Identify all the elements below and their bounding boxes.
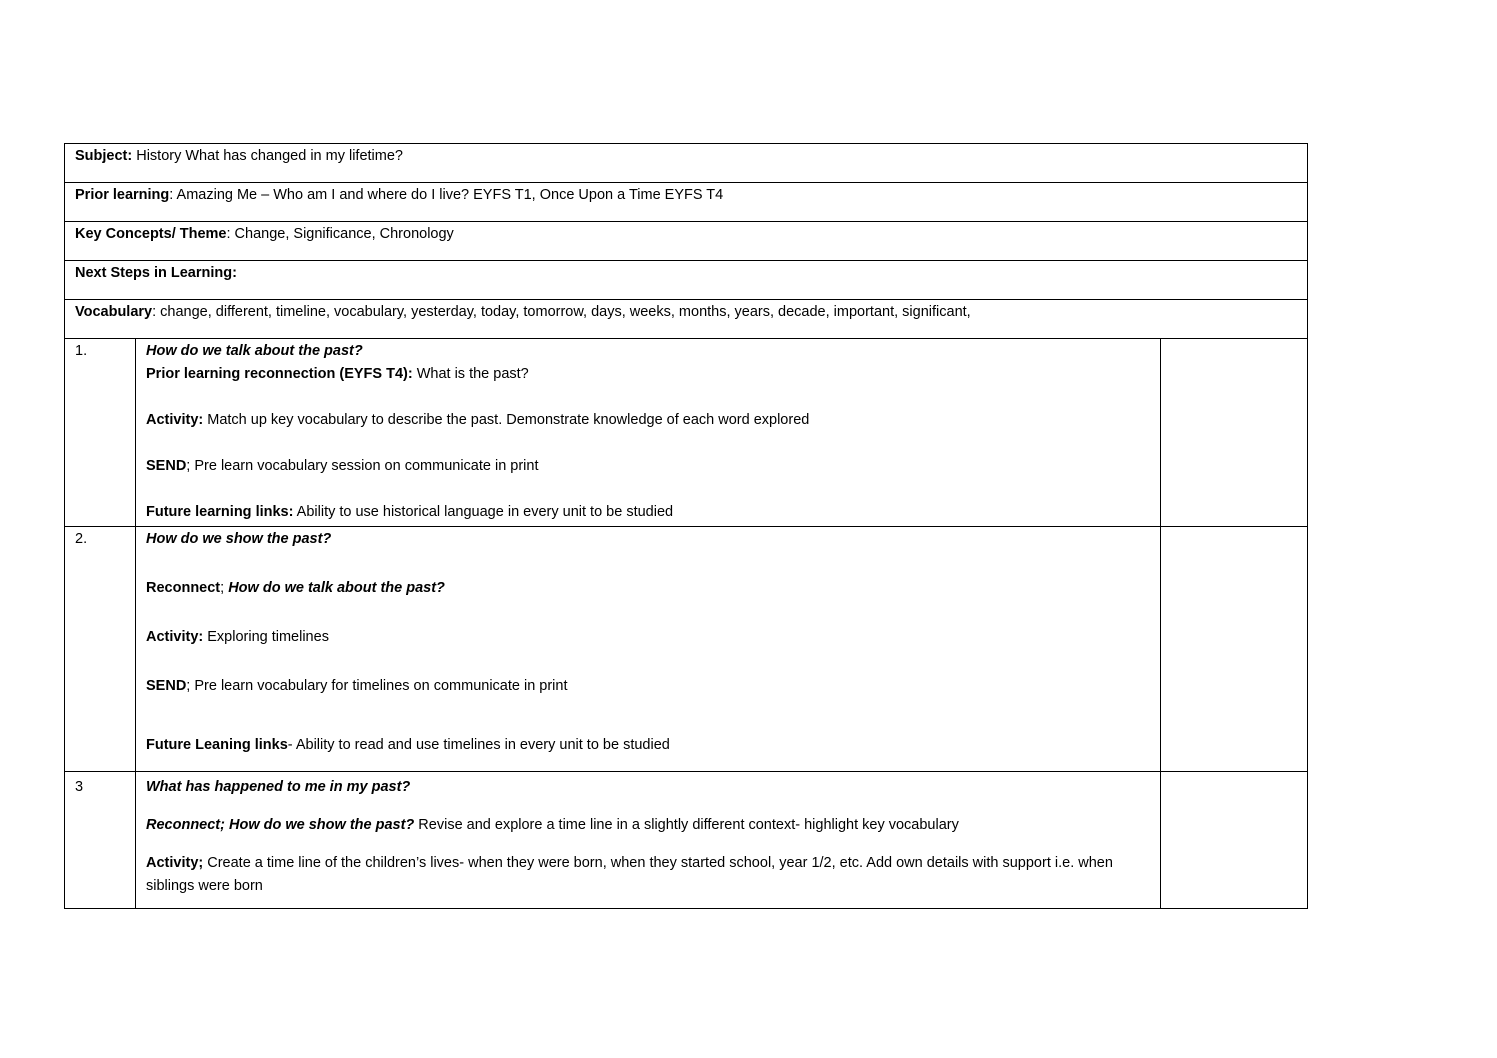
notes-cell	[1161, 527, 1308, 772]
reconnect-label: Reconnect	[146, 580, 221, 596]
notes-cell	[1161, 772, 1308, 909]
lesson-question: How do we show the past?	[146, 531, 332, 547]
reconnect-value: What is the past?	[412, 366, 529, 382]
future-links-value: - Ability to read and use timelines in every unit to be studied	[287, 737, 670, 753]
prior-learning-value: : Amazing Me – Who am I and where do I live? EYFS T1, Once Upon a Time EYFS T4	[169, 187, 724, 203]
reconnect-value: Revise and explore a time line in a slightly different context- highlight key vocabulary	[414, 817, 959, 833]
activity-label: Activity;	[146, 855, 204, 871]
prior-learning-cell	[65, 183, 1308, 222]
key-concepts-value: : Change, Significance, Chronology	[226, 226, 454, 242]
vocabulary-value: : change, different, timeline, vocabulary, yesterday, today, tomorrow, days, weeks, months, years, decade, important, significant,	[152, 304, 971, 320]
send-value: ; Pre learn vocabulary session on communicate in print	[186, 458, 539, 474]
reconnect-label: Prior learning reconnection (EYFS T4):	[146, 366, 413, 382]
subject-value: History What has changed in my lifetime?	[132, 148, 403, 164]
lesson-question: How do we talk about the past?	[146, 343, 363, 359]
vocabulary-label: Vocabulary	[75, 304, 153, 320]
next-steps-cell	[65, 261, 1308, 300]
future-links-label: Future Leaning links	[146, 737, 288, 753]
lesson-row-1	[65, 339, 1308, 527]
lesson-content	[136, 527, 1161, 772]
subject-label: Subject:	[75, 148, 133, 164]
key-concepts-label: Key Concepts/ Theme	[75, 226, 227, 242]
send-value: ; Pre learn vocabulary for timelines on communicate in print	[186, 678, 568, 694]
key-concepts-row	[65, 222, 1308, 261]
lesson-number: 2.	[65, 527, 136, 772]
reconnect-separator: ;	[220, 580, 229, 596]
vocabulary-row	[65, 300, 1308, 339]
send-label: SEND	[146, 678, 187, 694]
future-links-value: Ability to use historical language in every unit to be studied	[293, 504, 674, 520]
key-concepts-cell	[65, 222, 1308, 261]
future-links-label: Future learning links:	[146, 504, 294, 520]
activity-value: Match up key vocabulary to describe the past. Demonstrate knowledge of each word explored	[203, 412, 810, 428]
lesson-number: 1.	[65, 339, 136, 527]
activity-value: Create a time line of the children’s lives- when they were born, when they started school, year 1/2, etc. Add own details with support i.e. when siblings were born	[146, 855, 1113, 894]
reconnect-label: Reconnect; How do we show the past?	[146, 817, 415, 833]
lesson-row-2	[65, 527, 1308, 772]
lesson-plan-table	[64, 143, 1308, 909]
subject-cell	[65, 144, 1308, 183]
activity-value: Exploring timelines	[203, 629, 329, 645]
subject-row	[65, 144, 1308, 183]
prior-learning-label: Prior learning	[75, 187, 170, 203]
lesson-question: What has happened to me in my past?	[146, 779, 411, 795]
notes-cell	[1161, 339, 1308, 527]
lesson-content	[136, 339, 1161, 527]
send-label: SEND	[146, 458, 187, 474]
lesson-plan-sheet	[64, 143, 1307, 909]
next-steps-label: Next Steps in Learning:	[75, 265, 237, 281]
reconnect-question: How do we talk about the past?	[228, 580, 445, 596]
lesson-number: 3	[65, 772, 136, 909]
lesson-content	[136, 772, 1161, 909]
next-steps-row	[65, 261, 1308, 300]
vocabulary-cell	[65, 300, 1308, 339]
activity-label: Activity:	[146, 412, 204, 428]
prior-learning-row	[65, 183, 1308, 222]
activity-label: Activity:	[146, 629, 204, 645]
lesson-row-3	[65, 772, 1308, 909]
